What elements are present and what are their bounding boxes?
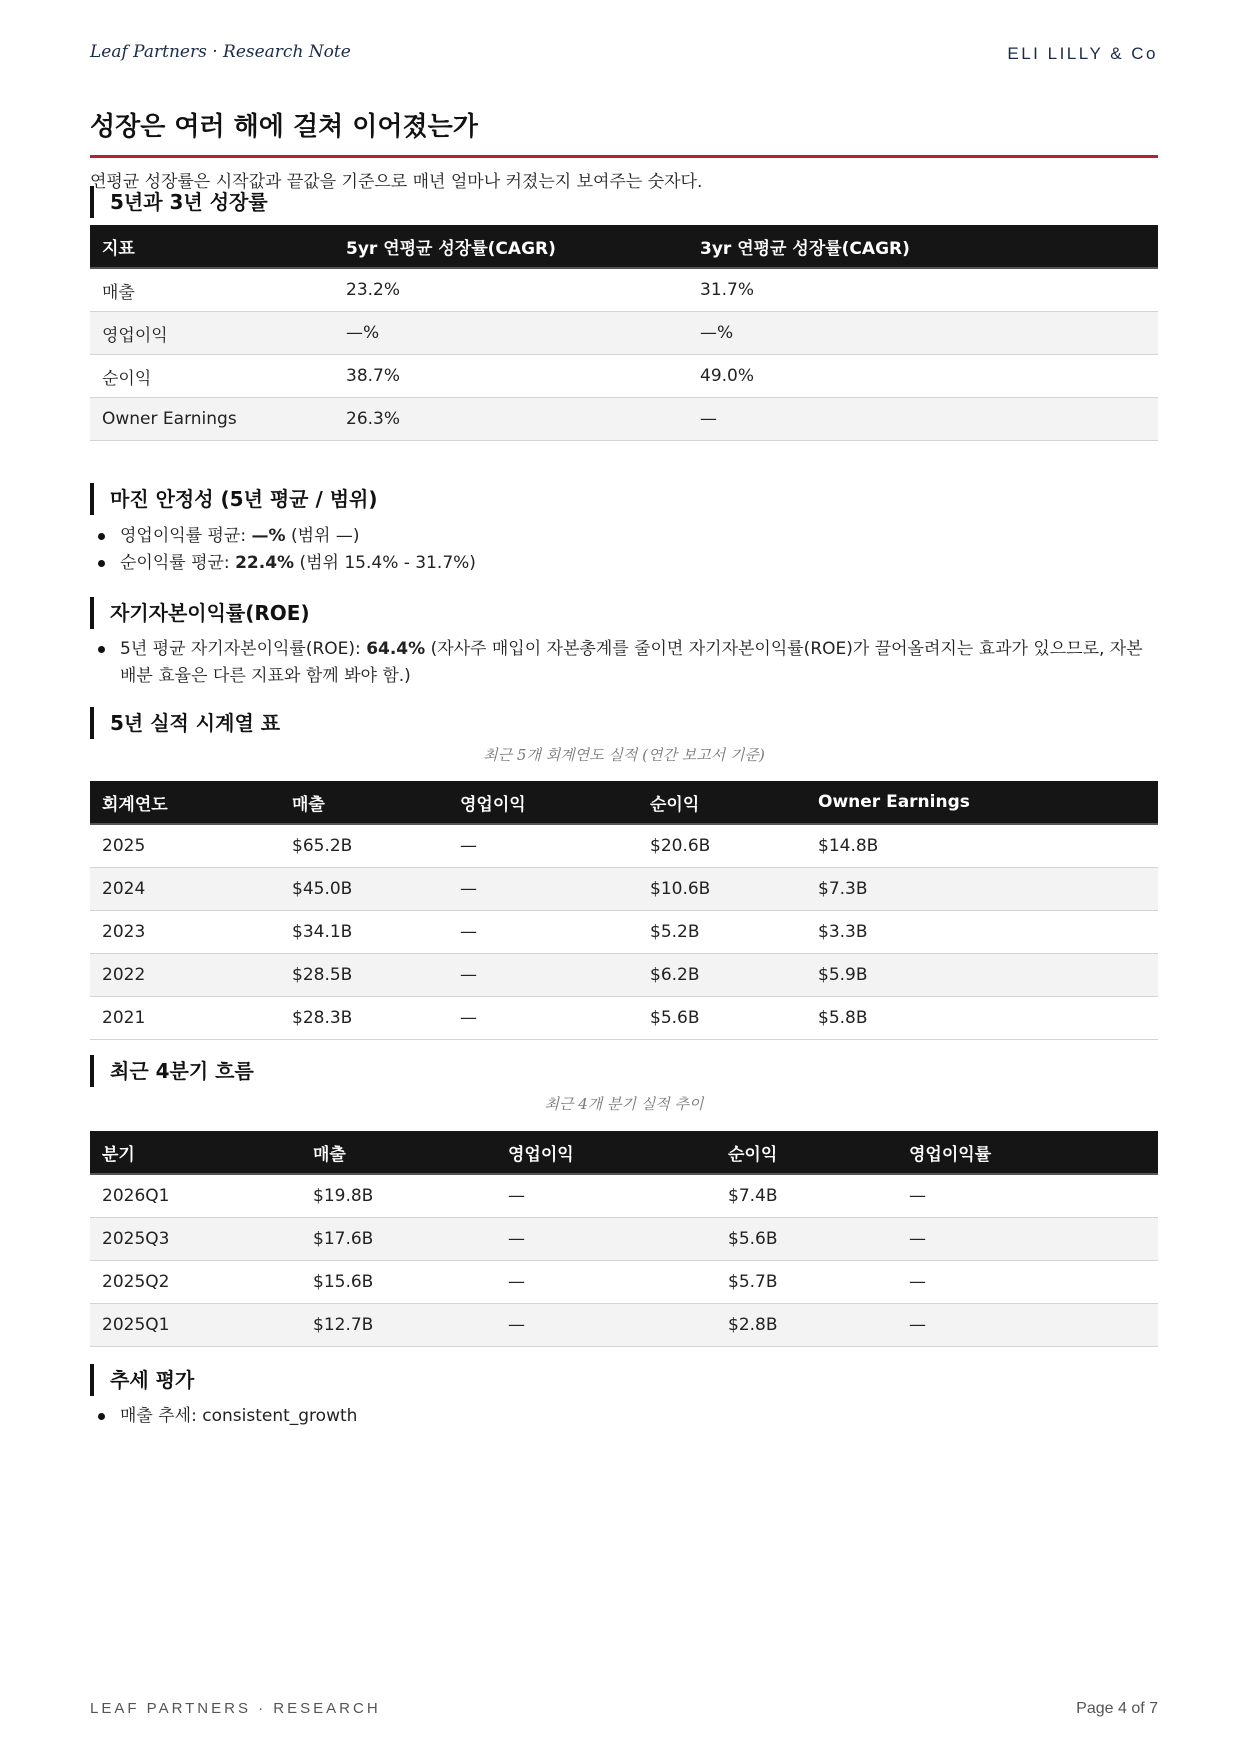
table-cell: Owner Earnings xyxy=(90,398,334,441)
table-cell: 23.2% xyxy=(334,268,688,312)
table-cell: $5.7B xyxy=(716,1261,897,1304)
column-header: 분기 xyxy=(90,1131,301,1174)
roe-heading: 자기자본이익률(ROE) xyxy=(90,597,310,629)
annual-heading: 5년 실적 시계열 표 xyxy=(90,707,280,739)
table-row xyxy=(90,1218,1158,1261)
table-row xyxy=(90,954,1158,997)
list-item: 5년 평균 자기자본이익률(ROE): 64.4% (자사주 매입이 자본총계를 줄이면 자기자본이익률(ROE)가 끌어올려지는 효과가 있으므로, 자본 배분 효율은 다른 지표와 함께 봐야 함.) xyxy=(120,636,1158,690)
publisher-label: Leaf Partners · Research Note xyxy=(90,42,351,62)
column-header: Owner Earnings xyxy=(806,781,1158,824)
table-cell: $2.8B xyxy=(716,1304,897,1347)
page-title: 성장은 여러 해에 걸쳐 이어졌는가 xyxy=(90,106,1158,158)
table-row xyxy=(90,1174,1158,1218)
running-header xyxy=(90,42,1158,66)
table-cell: — xyxy=(448,824,638,868)
table-row xyxy=(90,868,1158,911)
page-number: Page 4 of 7 xyxy=(1076,1700,1158,1717)
column-header: 영업이익 xyxy=(448,781,638,824)
column-header: 순이익 xyxy=(716,1131,897,1174)
column-header: 회계연도 xyxy=(90,781,280,824)
table-cell: 2026Q1 xyxy=(90,1174,301,1218)
report-page xyxy=(90,0,1158,1754)
table-row xyxy=(90,824,1158,868)
table-cell: — xyxy=(496,1261,716,1304)
table-cell: — xyxy=(448,954,638,997)
table-cell: $6.2B xyxy=(638,954,806,997)
table-row xyxy=(90,312,1158,355)
table-cell: 2024 xyxy=(90,868,280,911)
table-cell: — xyxy=(897,1174,1158,1218)
table-cell: 2021 xyxy=(90,997,280,1040)
table-cell: 영업이익 xyxy=(90,312,334,355)
table-cell: —% xyxy=(334,312,688,355)
annual-table xyxy=(90,781,1158,1040)
table-cell: $14.8B xyxy=(806,824,1158,868)
table-cell: $5.8B xyxy=(806,997,1158,1040)
trend-heading: 추세 평가 xyxy=(90,1364,194,1396)
column-header: 영업이익 xyxy=(496,1131,716,1174)
table-cell: 31.7% xyxy=(688,268,1158,312)
table-cell: 26.3% xyxy=(334,398,688,441)
table-cell: $19.8B xyxy=(301,1174,496,1218)
table-row xyxy=(90,911,1158,954)
trend-list xyxy=(90,1403,1158,1430)
table-cell: $20.6B xyxy=(638,824,806,868)
table-cell: 2025 xyxy=(90,824,280,868)
table-cell: — xyxy=(897,1218,1158,1261)
table-header-row xyxy=(90,1131,1158,1174)
margin-list xyxy=(90,523,1158,577)
table-cell: $5.6B xyxy=(716,1218,897,1261)
column-header: 3yr 연평균 성장률(CAGR) xyxy=(688,225,1158,268)
table-cell: — xyxy=(688,398,1158,441)
table-cell: $3.3B xyxy=(806,911,1158,954)
table-cell: — xyxy=(448,997,638,1040)
table-cell: $28.5B xyxy=(280,954,448,997)
table-cell: 2022 xyxy=(90,954,280,997)
table-header-row xyxy=(90,225,1158,268)
table-row xyxy=(90,355,1158,398)
growth-table xyxy=(90,225,1158,441)
column-header: 매출 xyxy=(280,781,448,824)
list-item: 영업이익률 평균: —% (범위 —) xyxy=(120,523,1158,550)
table-cell: $45.0B xyxy=(280,868,448,911)
table-cell: — xyxy=(448,868,638,911)
table-cell: $10.6B xyxy=(638,868,806,911)
list-item: 순이익률 평균: 22.4% (범위 15.4% - 31.7%) xyxy=(120,550,1158,577)
table-cell: $5.2B xyxy=(638,911,806,954)
table-cell: 49.0% xyxy=(688,355,1158,398)
column-header: 영업이익률 xyxy=(897,1131,1158,1174)
table-cell: —% xyxy=(688,312,1158,355)
table-cell: $34.1B xyxy=(280,911,448,954)
table-cell: $7.4B xyxy=(716,1174,897,1218)
quarterly-table xyxy=(90,1131,1158,1347)
margin-heading: 마진 안정성 (5년 평균 / 범위) xyxy=(90,483,378,515)
table-cell: $7.3B xyxy=(806,868,1158,911)
table-cell: $5.6B xyxy=(638,997,806,1040)
intro-text: 연평균 성장률은 시작값과 끝값을 기준으로 매년 얼마나 커졌는지 보여주는 숫자다. xyxy=(90,172,703,192)
column-header: 5yr 연평균 성장률(CAGR) xyxy=(334,225,688,268)
annual-table-caption: 최근 5개 회계연도 실적 (연간 보고서 기준) xyxy=(483,746,765,764)
table-cell: 2025Q3 xyxy=(90,1218,301,1261)
table-header-row xyxy=(90,781,1158,824)
column-header: 순이익 xyxy=(638,781,806,824)
quarterly-table-caption: 최근 4개 분기 실적 추이 xyxy=(544,1095,704,1113)
footer-brand: LEAF PARTNERS · RESEARCH xyxy=(90,1700,381,1717)
table-cell: — xyxy=(897,1304,1158,1347)
list-item: 매출 추세: consistent_growth xyxy=(120,1403,1158,1430)
table-row xyxy=(90,1304,1158,1347)
table-cell: $12.7B xyxy=(301,1304,496,1347)
table-row xyxy=(90,997,1158,1040)
table-cell: — xyxy=(496,1218,716,1261)
table-cell: 2025Q2 xyxy=(90,1261,301,1304)
roe-list xyxy=(90,636,1158,690)
quarterly-heading: 최근 4분기 흐름 xyxy=(90,1055,254,1087)
table-row xyxy=(90,1261,1158,1304)
company-name: ELI LILLY & Co xyxy=(1007,44,1158,63)
table-cell: 2025Q1 xyxy=(90,1304,301,1347)
table-cell: 매출 xyxy=(90,268,334,312)
table-cell: — xyxy=(897,1261,1158,1304)
table-cell: $15.6B xyxy=(301,1261,496,1304)
table-cell: — xyxy=(448,911,638,954)
table-cell: 순이익 xyxy=(90,355,334,398)
growth-heading: 5년과 3년 성장률 xyxy=(90,186,268,218)
table-cell: 2023 xyxy=(90,911,280,954)
table-cell: $65.2B xyxy=(280,824,448,868)
table-cell: — xyxy=(496,1304,716,1347)
column-header: 매출 xyxy=(301,1131,496,1174)
table-row xyxy=(90,268,1158,312)
column-header: 지표 xyxy=(90,225,334,268)
table-cell: — xyxy=(496,1174,716,1218)
table-cell: 38.7% xyxy=(334,355,688,398)
table-cell: $17.6B xyxy=(301,1218,496,1261)
table-cell: $5.9B xyxy=(806,954,1158,997)
table-cell: $28.3B xyxy=(280,997,448,1040)
table-row xyxy=(90,398,1158,441)
